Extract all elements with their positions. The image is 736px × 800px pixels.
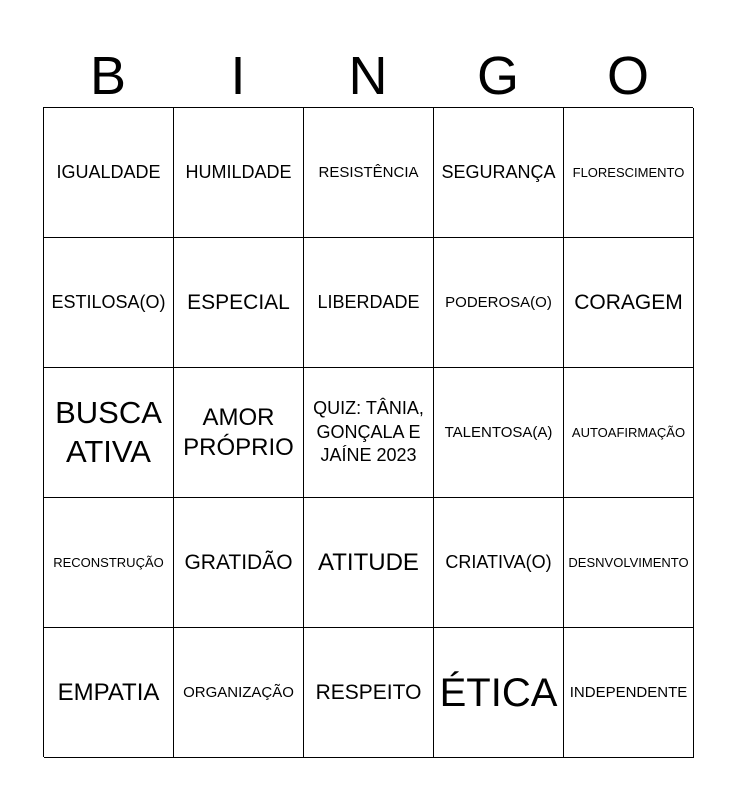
bingo-cell[interactable]: PODEROSA(O) [434, 238, 564, 368]
header-letter-g: G [476, 46, 519, 106]
bingo-cell[interactable]: CRIATIVA(O) [434, 498, 564, 628]
bingo-cell[interactable]: TALENTOSA(A) [434, 368, 564, 498]
bingo-header [43, 45, 693, 107]
bingo-cell[interactable]: RECONSTRUÇÃO [44, 498, 174, 628]
bingo-cell[interactable]: IGUALDADE [44, 108, 174, 238]
bingo-cell[interactable]: ESPECIAL [174, 238, 304, 368]
bingo-grid [43, 107, 693, 757]
bingo-cell[interactable]: RESISTÊNCIA [304, 108, 434, 238]
bingo-cell[interactable]: HUMILDADE [174, 108, 304, 238]
bingo-cell[interactable]: BUSCA ATIVA [44, 368, 174, 498]
bingo-cell[interactable]: FLORESCIMENTO [564, 108, 694, 238]
bingo-cell[interactable]: ORGANIZAÇÃO [174, 628, 304, 758]
bingo-cell[interactable]: ATITUDE [304, 498, 434, 628]
bingo-cell[interactable]: ESTILOSA(O) [44, 238, 174, 368]
bingo-cell[interactable]: LIBERDADE [304, 238, 434, 368]
header-letter-o: O [606, 46, 649, 106]
bingo-cell[interactable]: QUIZ: TÂNIA, GONÇALA E JAÍNE 2023 [304, 368, 434, 498]
bingo-cell[interactable]: DESNVOLVIMENTO [564, 498, 694, 628]
bingo-cell[interactable]: CORAGEM [564, 238, 694, 368]
bingo-cell[interactable]: INDEPENDENTE [564, 628, 694, 758]
bingo-cell[interactable]: GRATIDÃO [174, 498, 304, 628]
header-letter-n: N [348, 46, 388, 106]
bingo-cell[interactable]: AMOR PRÓPRIO [174, 368, 304, 498]
bingo-cell[interactable]: AUTOAFIRMAÇÃO [564, 368, 694, 498]
bingo-cell[interactable]: RESPEITO [304, 628, 434, 758]
header-letter-b: B [89, 46, 127, 106]
header-letter-i: I [230, 46, 246, 106]
bingo-cell[interactable]: EMPATIA [44, 628, 174, 758]
bingo-cell[interactable]: ÉTICA [434, 628, 564, 758]
bingo-cell[interactable]: SEGURANÇA [434, 108, 564, 238]
